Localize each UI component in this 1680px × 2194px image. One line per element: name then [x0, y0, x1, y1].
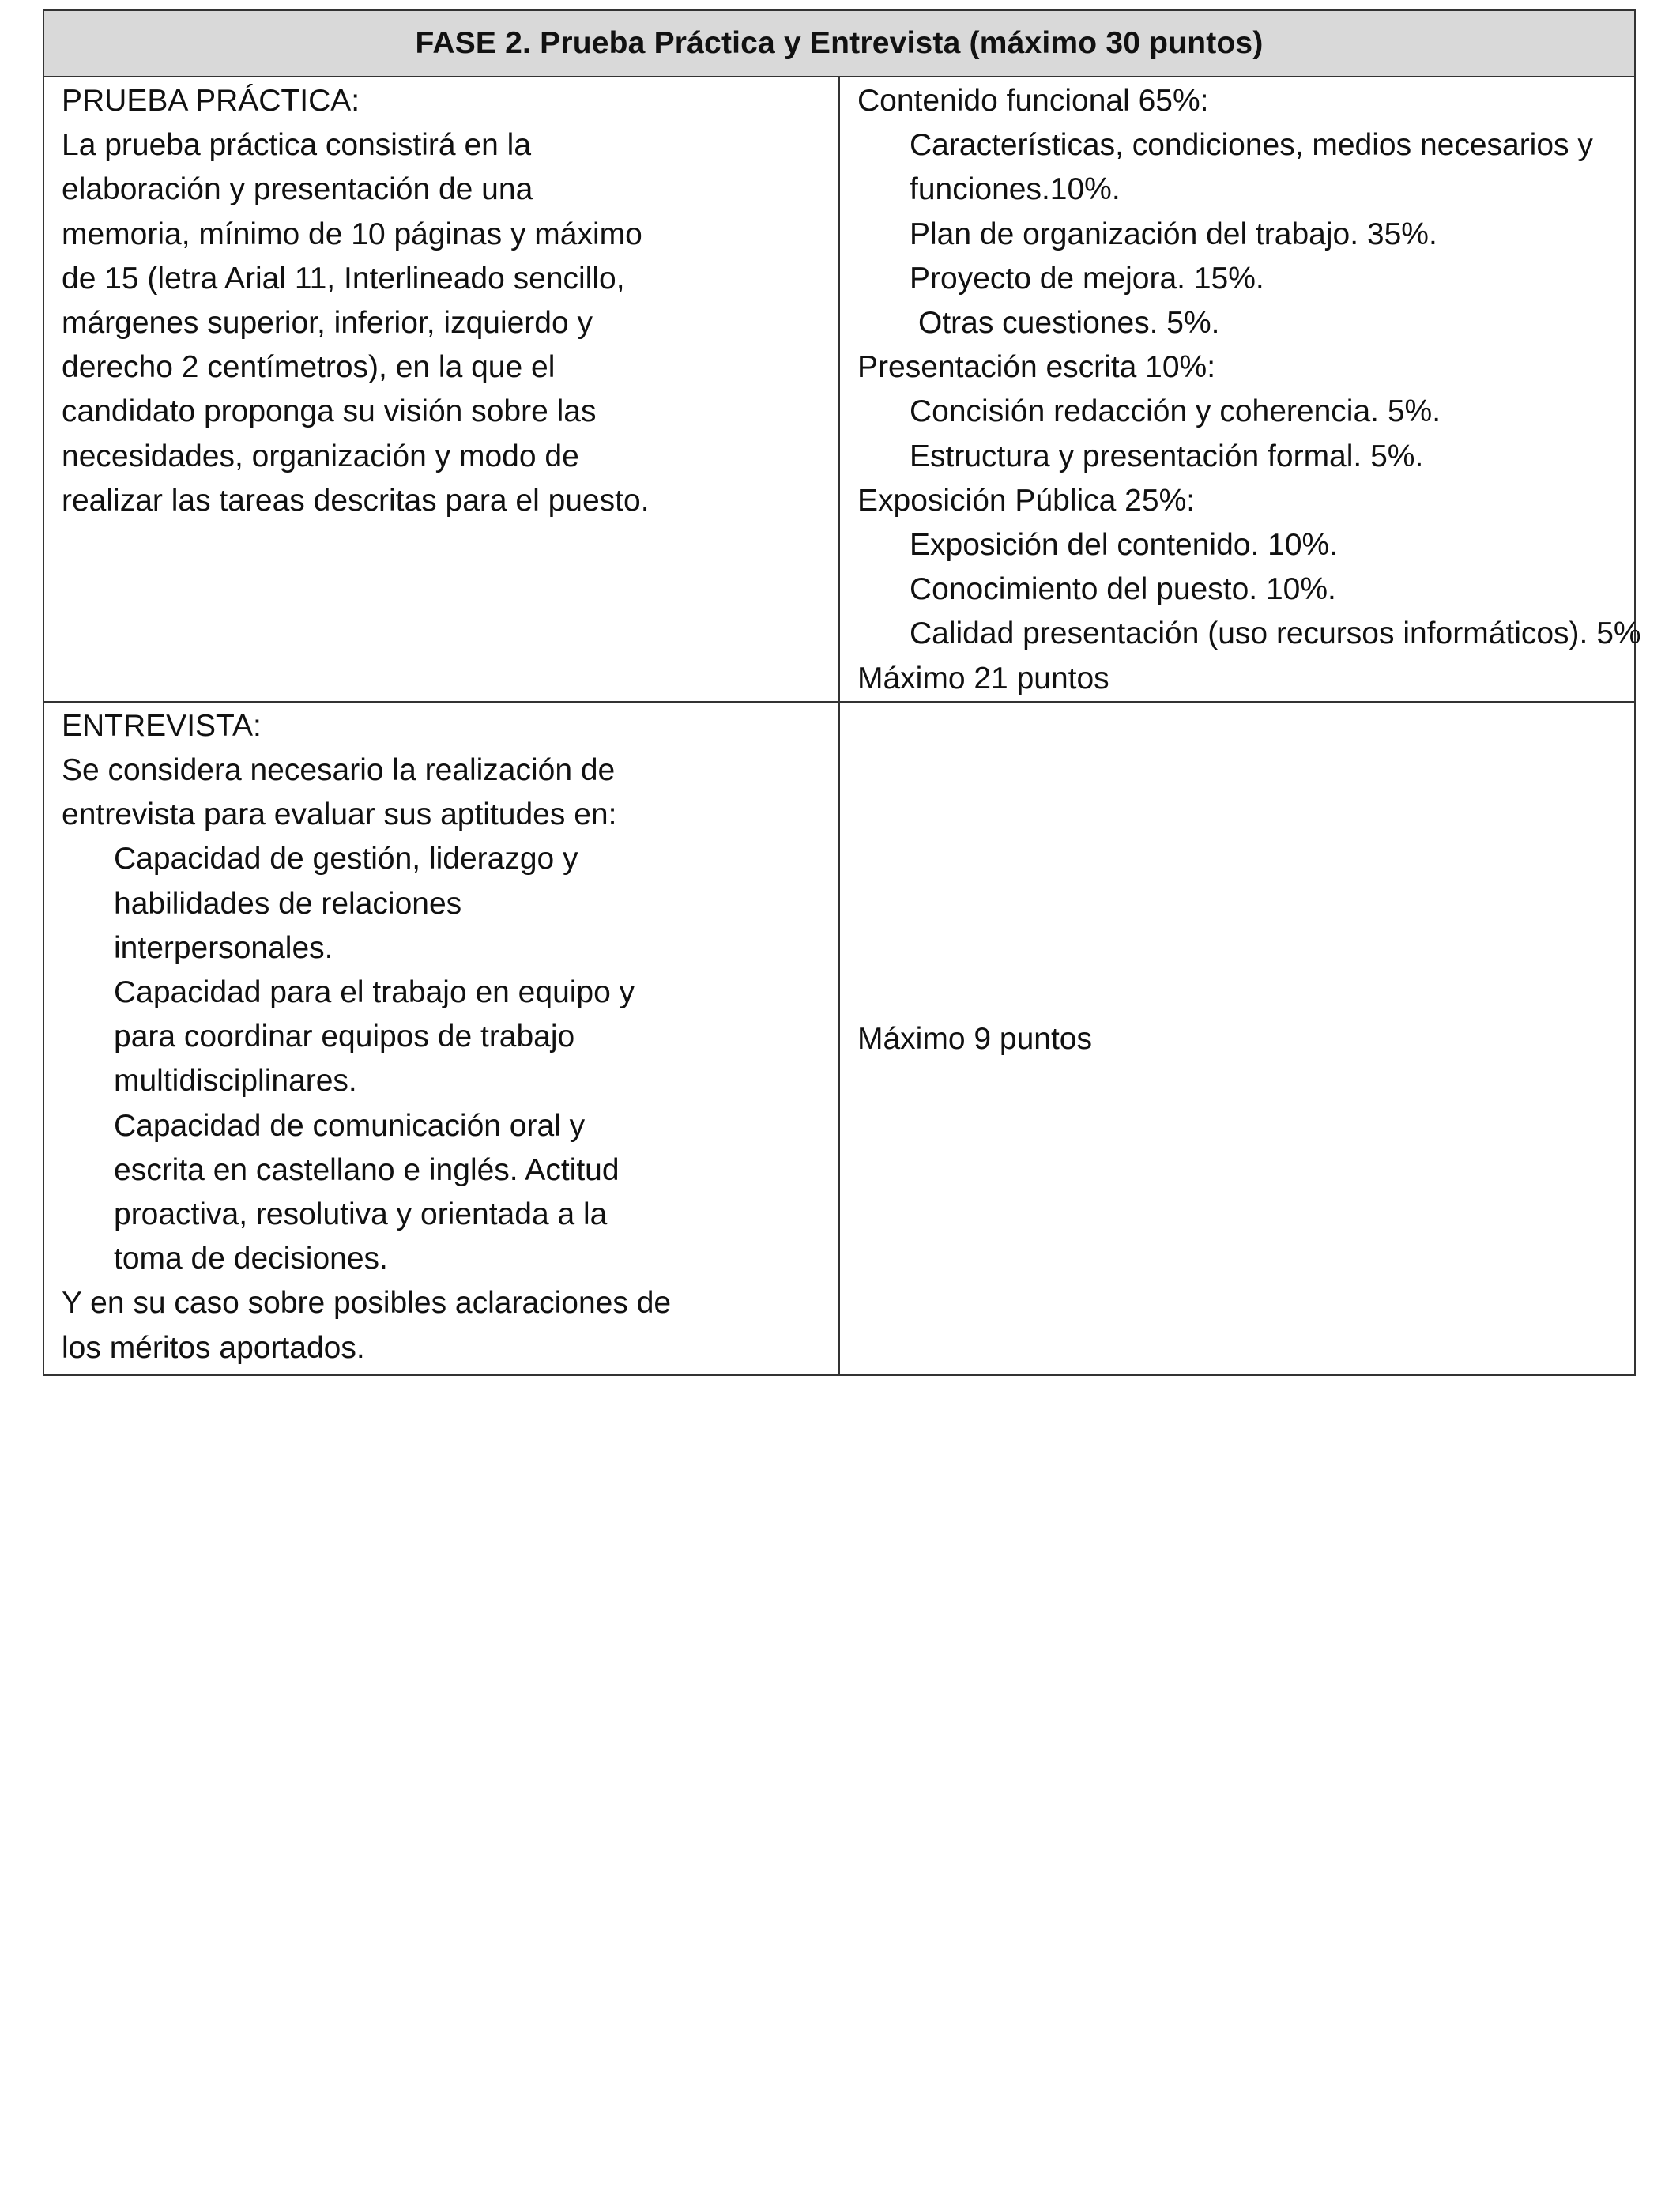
aptitud-item-line: escrita en castellano e inglés. Actitud [114, 1152, 620, 1187]
contenido-item: Plan de organización del trabajo. 35%. [910, 217, 1437, 251]
table-header [43, 10, 1635, 77]
exposicion-item: Exposición del contenido. 10%. [910, 528, 1339, 563]
entrevista-description-cell [43, 702, 839, 1375]
aptitud-item-line: Capacidad de comunicación oral y [114, 1108, 586, 1143]
entrevista-intro-line: Se considera necesario la realización de [62, 753, 616, 788]
aptitud-item-line: Capacidad para el trabajo en equipo y [114, 975, 635, 1010]
entrevista-heading: ENTREVISTA: [62, 708, 262, 743]
entrevista-score-cell [839, 702, 1635, 1375]
entrevista-closing-line: los méritos aportados. [62, 1330, 365, 1365]
contenido-item: Proyecto de mejora. 15%. [910, 261, 1264, 296]
prueba-text-line: elaboración y presentación de una [62, 172, 533, 207]
prueba-text-line: necesidades, organización y modo de [62, 439, 579, 473]
prueba-description-cell [43, 77, 839, 702]
aptitud-item-line: Capacidad de gestión, liderazgo y [114, 842, 578, 876]
prueba-maximo: Máximo 21 puntos [857, 661, 1109, 696]
contenido-item: Otras cuestiones. 5%. [918, 306, 1220, 341]
prueba-practica-row [43, 77, 1635, 702]
prueba-text-line: memoria, mínimo de 10 páginas y máximo [62, 217, 642, 251]
aptitud-item-line: interpersonales. [114, 930, 333, 965]
prueba-text-line: candidato proponga su visión sobre las [62, 394, 597, 429]
prueba-criteria-cell [839, 77, 1641, 702]
contenido-heading: Contenido funcional 65%: [857, 84, 1209, 118]
presentacion-heading: Presentación escrita 10%: [857, 350, 1216, 385]
presentacion-item: Concisión redacción y coherencia. 5%. [910, 394, 1441, 429]
exposicion-item: Conocimiento del puesto. 10%. [910, 572, 1336, 607]
contenido-item: funciones.10%. [910, 172, 1121, 207]
aptitud-item-line: toma de decisiones. [114, 1242, 388, 1276]
exposicion-item: Calidad presentación (uso recursos informáticos). 5% [910, 616, 1641, 651]
prueba-text-line: márgenes superior, inferior, izquierdo y [62, 306, 593, 341]
prueba-text-line: de 15 (letra Arial 11, Interlineado sencillo, [62, 261, 625, 296]
presentacion-item: Estructura y presentación formal. 5%. [910, 439, 1424, 473]
aptitud-item-line: para coordinar equipos de trabajo [114, 1020, 575, 1054]
exposicion-heading: Exposición Pública 25%: [857, 483, 1196, 518]
aptitud-item-line: habilidades de relaciones [114, 886, 462, 921]
aptitud-item-line: proactiva, resolutiva y orientada a la [114, 1197, 608, 1232]
entrevista-row [43, 702, 1635, 1375]
aptitud-item-line: multidisciplinares. [114, 1064, 357, 1099]
entrevista-closing-line: Y en su caso sobre posibles aclaraciones de [62, 1286, 672, 1321]
prueba-text-line: derecho 2 centímetros), en la que el [62, 350, 556, 385]
entrevista-maximo: Máximo 9 puntos [857, 1021, 1092, 1056]
evaluation-table [43, 9, 1641, 1376]
prueba-text-line: La prueba práctica consistirá en la [62, 128, 532, 163]
entrevista-intro-line: entrevista para evaluar sus aptitudes en: [62, 797, 617, 832]
table-title: FASE 2. Prueba Práctica y Entrevista (máximo 30 puntos) [415, 26, 1264, 60]
prueba-text-line: realizar las tareas descritas para el puesto. [62, 483, 650, 518]
prueba-heading: PRUEBA PRÁCTICA: [62, 84, 360, 118]
contenido-item: Características, condiciones, medios necesarios y [910, 128, 1593, 163]
